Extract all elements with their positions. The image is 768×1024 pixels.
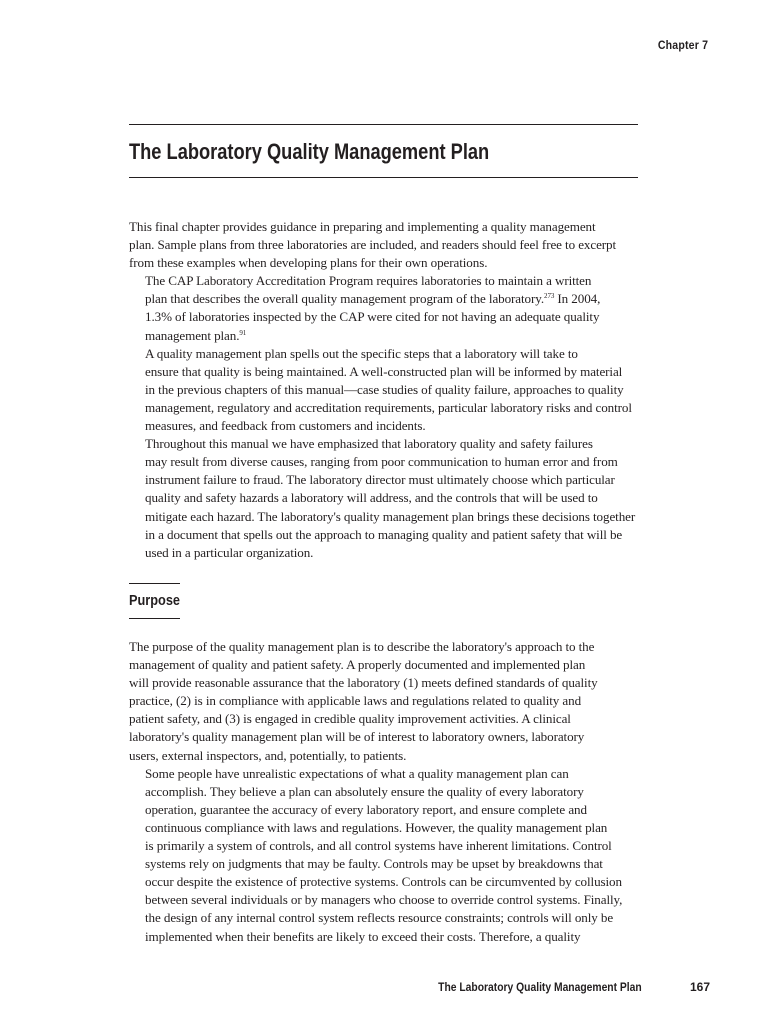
purpose-paragraph-1 — [129, 638, 641, 765]
page-header: Chapter 7 — [657, 38, 708, 52]
text-line: The CAP Laboratory Accreditation Program requires laboratories to maintain a written — [145, 273, 592, 289]
text-line: continuous compliance with laws and regulations. However, the quality management plan — [145, 819, 608, 835]
text-line: practice, (2) is in compliance with applicable laws and regulations related to quality and — [129, 693, 582, 709]
text-line: The purpose of the quality management plan is to describe the laboratory's approach to the — [129, 639, 595, 654]
text-line: is primarily a system of controls, and all control systems have inherent limitations. Control — [145, 838, 612, 854]
section-rule-bottom — [129, 618, 180, 619]
text-line: accomplish. They believe a plan can absolutely ensure the quality of every laboratory — [145, 783, 584, 799]
text-line: may result from diverse causes, ranging from poor communication to human error and from — [145, 454, 618, 470]
text-line: operation, guarantee the accuracy of every laboratory report, and ensure complete and — [145, 801, 587, 817]
section-heading: Purpose — [129, 592, 181, 609]
text-fragment: management plan. — [145, 327, 240, 343]
chapter-title: The Laboratory Quality Management Plan — [129, 139, 490, 164]
text-line — [129, 290, 641, 308]
text-line: Some people have unrealistic expectations of what a quality management plan can — [145, 765, 569, 781]
title-rule-top — [129, 124, 638, 125]
running-title: The Laboratory Quality Management Plan — [438, 980, 642, 994]
text-line: mitigate each hazard. The laboratory's quality management plan brings these decisions together — [145, 508, 636, 524]
intro-paragraph-2 — [129, 272, 641, 344]
text-line: instrument failure to fraud. The laboratory director must ultimately choose which particular — [145, 472, 615, 488]
text-line: between several individuals or by managers who choose to override control systems. Finally, — [145, 892, 623, 908]
intro-paragraph-3 — [129, 345, 641, 435]
text-line: plan. Sample plans from three laboratories are included, and readers should feel free to excerpt — [129, 237, 617, 253]
text-line: quality and safety hazards a laboratory will address, and the controls that will be used to — [145, 490, 598, 506]
text-line: users, external inspectors, and, potentially, to patients. — [129, 747, 407, 763]
text-line: occur despite the existence of protective systems. Controls can be circumvented by collusion — [145, 874, 622, 890]
text-line: implemented when their benefits are likely to exceed their costs. Therefore, a quality — [145, 928, 581, 944]
text-line: Throughout this manual we have emphasized that laboratory quality and safety failures — [145, 436, 593, 452]
text-line: systems rely on judgments that may be faulty. Controls may be upset by breakdowns that — [145, 856, 603, 872]
text-line: from these examples when developing plans for their own operations. — [129, 255, 488, 271]
purpose-paragraph-2 — [129, 765, 641, 946]
text-line: in the previous chapters of this manual—case studies of quality failure, approaches to quality — [145, 381, 624, 397]
title-rule-bottom — [129, 177, 638, 178]
page-number: 167 — [689, 980, 710, 994]
text-line: laboratory's quality management plan will be of interest to laboratory owners, laboratory — [129, 729, 585, 745]
reference-marker: 91 — [239, 328, 247, 337]
text-line: A quality management plan spells out the specific steps that a laboratory will take to — [145, 345, 578, 361]
section-rule-top — [129, 583, 180, 584]
text-line — [129, 327, 641, 345]
text-line: management of quality and patient safety. A properly documented and implemented plan — [129, 657, 586, 673]
text-line: in a document that spells out the approach to managing quality and patient safety that will be — [145, 526, 623, 542]
intro-text — [129, 218, 641, 562]
text-line: patient safety, and (3) is engaged in credible quality improvement activities. A clinical — [129, 711, 571, 727]
text-line: the design of any internal control system reflects resource constraints; controls will only be — [145, 910, 614, 926]
text-line: This final chapter provides guidance in preparing and implementing a quality management — [129, 219, 596, 234]
text-line: 1.3% of laboratories inspected by the CAP were cited for not having an adequate quality — [145, 309, 600, 325]
text-line: measures, and feedback from customers and incidents. — [145, 418, 426, 434]
intro-paragraph-4 — [129, 435, 641, 562]
text-fragment: In 2004, — [554, 291, 601, 307]
text-line: management, regulatory and accreditation requirements, particular laboratory risks and control — [145, 399, 632, 415]
text-line: will provide reasonable assurance that the laboratory (1) meets defined standards of quality — [129, 675, 598, 691]
text-fragment: plan that describes the overall quality management program of the laboratory. — [145, 291, 545, 307]
text-line: used in a particular organization. — [145, 544, 314, 560]
page-footer — [0, 980, 768, 998]
text-line: ensure that quality is being maintained. A well-constructed plan will be informed by material — [145, 363, 623, 379]
intro-paragraph-1 — [129, 218, 641, 272]
purpose-text — [129, 638, 641, 946]
reference-marker: 273 — [544, 292, 555, 301]
